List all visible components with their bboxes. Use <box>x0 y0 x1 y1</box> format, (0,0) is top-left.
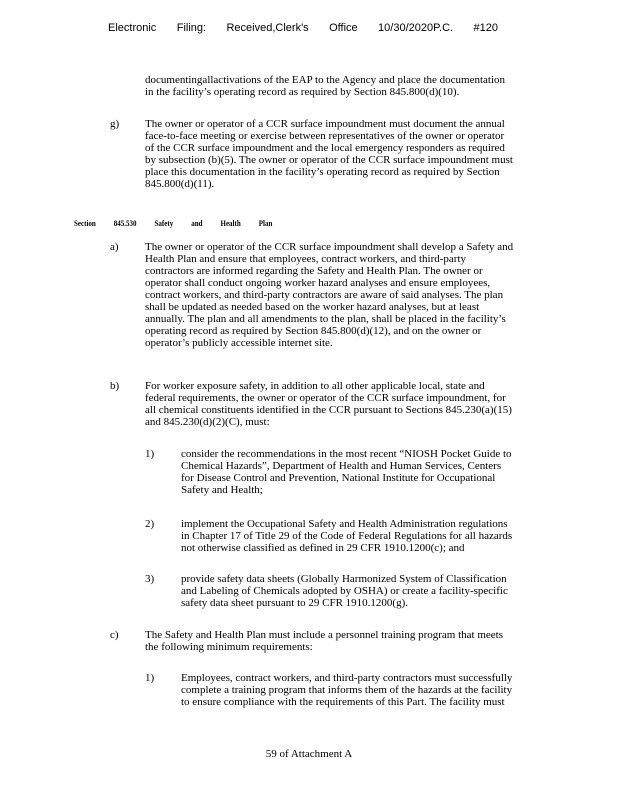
section-title-word-1: Safety <box>154 218 174 229</box>
page-footer: 59 of Attachment A <box>265 748 353 760</box>
header-electronic: Electronic <box>108 22 157 34</box>
section-title-word-3: Health <box>220 218 241 229</box>
item-b2-paragraph: implement the Occupational Safety and Health Administration regulations in Chapter 17 of Title 29 of the Code of Federal Regulations for all hazards not otherwise classified as defined in 29 CFR 1910.1200(c); and <box>181 518 513 554</box>
item-b-label: b) <box>110 380 120 392</box>
section-heading <box>74 216 272 231</box>
item-a-label: a) <box>110 241 119 253</box>
item-g-paragraph: The owner or operator of a CCR surface impoundment must document the annual face-to-face meeting or exercise between representatives of the owner or operator of the CCR surface impoundment and the local emergency responders as required by subsection (b)(5). The owner or operator of the CCR surface impoundment must place this documentation in the facility’s operating record as required by Section 845.800(d)(11). <box>145 118 513 190</box>
item-b1-label: 1) <box>145 448 155 460</box>
item-c-paragraph: The Safety and Health Plan must include a personnel training program that meets the following minimum requirements: <box>145 629 504 653</box>
item-c-label: c) <box>110 629 119 641</box>
item-b1-paragraph: consider the recommendations in the most recent “NIOSH Pocket Guide to Chemical Hazards”, Department of Health and Human Services, Centers for Disease Control and Prevention, National Institute for Occupational Safety and Health; <box>181 448 512 496</box>
header-date: 10/30/2020P.C. <box>378 22 454 34</box>
header-number: #120 <box>473 22 498 34</box>
item-b3-label: 3) <box>145 573 155 585</box>
section-title-word-4: Plan <box>258 218 273 229</box>
header-office: Office <box>329 22 358 34</box>
item-g-label: g) <box>110 118 120 130</box>
item-c1-paragraph: Employees, contract workers, and third-party contractors must successfully complete a training program that informs them of the hazards at the facility to ensure compliance with the requirements of this Part. The facility must <box>181 672 513 708</box>
item-b-paragraph: For worker exposure safety, in addition to all other applicable local, state and federal requirements, the owner or operator of the CCR surface impoundment, for all chemical constituents identified in the CCR pursuant to Sections 845.230(a)(15) and 845.230(d)(2)(C), must: <box>145 380 512 428</box>
item-b3-paragraph: provide safety data sheets (Globally Harmonized System of Classification and Labeling of Chemicals adopted by OSHA) or create a facility-specific safety data sheet pursuant to 29 CFR 1910.1200(g). <box>181 573 508 609</box>
item-b2-label: 2) <box>145 518 155 530</box>
section-title-word-2: and <box>191 218 203 229</box>
header-received: Received,Clerk's <box>226 22 309 34</box>
header-filing: Filing: <box>176 22 207 34</box>
item-a-paragraph: The owner or operator of the CCR surface impoundment shall develop a Safety and Health Plan and ensure that employees, contract workers, and third-party contractors are informed regarding the Safety and Health Plan. The owner or operator shall conduct ongoing worker hazard analyses and ensure employees, contract workers, and third-party contractors are aware of said analyses. The plan shall be updated as needed based on the worker hazard analyses, but at least annually. The plan and all amendments to the plan, shall be placed in the facility’s operating record as required by Section 845.800(d)(12), and on the owner or operator’s publicly accessible internet site. <box>145 241 514 349</box>
section-code: 845.530 <box>113 218 137 229</box>
page-header <box>108 22 498 34</box>
continuation-paragraph: documentingallactivations of the EAP to the Agency and place the documentation in the facility’s operating record as required by Section 845.800(d)(10). <box>145 74 506 98</box>
section-label: Section <box>74 218 96 229</box>
item-c1-label: 1) <box>145 672 155 684</box>
